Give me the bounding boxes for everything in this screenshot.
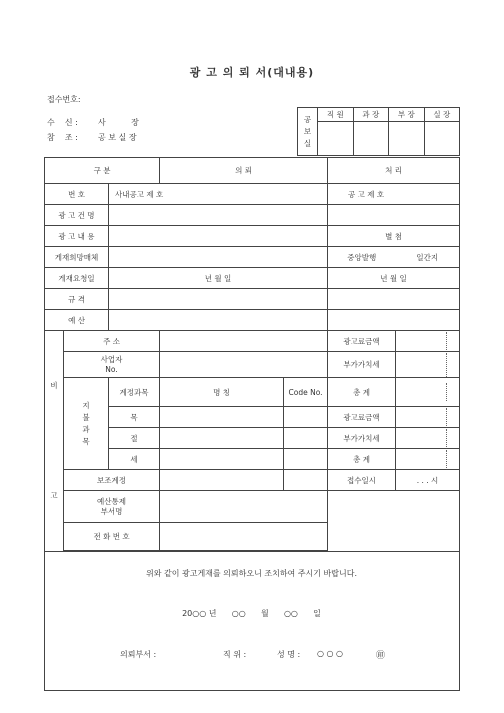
ad-subject-field[interactable] [109,205,328,226]
central-publication: 중앙발행 [328,247,396,268]
receipt-date-field[interactable]: . . . 시 [396,470,460,491]
aux-account-code-field[interactable] [284,470,328,491]
process-date-field[interactable]: 년 월 일 [328,268,460,289]
total-label: 총 계 [328,378,396,407]
mok-name-field[interactable] [160,407,284,428]
media-field[interactable] [109,247,328,268]
approval-sign-cell[interactable] [424,122,460,156]
code-label: Code No. [284,378,328,407]
mok-label: 목 [109,407,160,428]
ad-fee-field[interactable] [396,331,460,352]
budget-label: 예 산 [45,310,109,331]
ad-content-field[interactable] [109,226,328,247]
address-label: 주 소 [64,331,160,352]
budget-field[interactable] [109,310,328,331]
receipt-date-label: 접수일시 [328,470,396,491]
signature-name-value: ○ ○ ○ [317,649,344,658]
header-request: 의 뢰 [160,158,328,184]
receipt-blank-area[interactable] [328,491,460,552]
approval-role-dept-head: 부 장 [389,108,425,122]
remarks-label: 비 고 [45,331,64,552]
phone-field[interactable] [160,523,328,551]
ad-fee-label: 광고료금액 [328,331,396,352]
total-field[interactable] [396,378,460,407]
payment-category-label: 지 불 과 목 [64,378,109,470]
reference-value: 공 보 실 장 [98,133,137,142]
ad-content-label: 광 고 내 용 [45,226,109,247]
header-category: 구 분 [45,158,160,184]
approval-dept: 공 보 실 [298,108,318,156]
jeol-code-field[interactable] [284,428,328,449]
request-statement-area [45,552,460,691]
ad-subject-label: 광 고 건 명 [45,205,109,226]
page-title: 광 고 의 뢰 서(대내용) [189,66,315,79]
request-statement: 위와 같이 광고게재를 의뢰하오니 조치하여 주시기 바랍니다. [146,569,357,578]
spec-process-field[interactable] [328,289,460,310]
request-form-table [44,157,460,691]
recipient-value: 사 장 [98,118,139,127]
ad-subject-process-field[interactable] [328,205,460,226]
se-code-field[interactable] [284,449,328,470]
spec-field[interactable] [109,289,328,310]
approval-sign-cell[interactable] [389,122,425,156]
approval-role-office-head: 실 장 [424,108,460,122]
se-label: 세 [109,449,160,470]
phone-label: 전 화 번 호 [64,523,160,551]
request-date-field[interactable]: 년 월 일 [109,268,328,289]
account-label: 계정과목 [109,378,160,407]
approval-role-staff: 직 원 [318,108,354,122]
seal-mark: ㊞ [376,651,386,661]
jeol-label: 절 [109,428,160,449]
approval-role-section-chief: 과 장 [353,108,389,122]
vat-label-2: 부가가치세 [328,428,396,449]
approval-sign-cell[interactable] [353,122,389,156]
total-label-2: 총 계 [328,449,396,470]
aux-account-label: 보조계정 [64,470,160,491]
requesting-dept-label: 의뢰부서 : [120,650,157,659]
jeol-name-field[interactable] [160,428,284,449]
internal-notice-number[interactable]: 사내공고 제 호 [109,184,328,205]
aux-account-name-field[interactable] [160,470,284,491]
header-process: 처 리 [328,158,460,184]
budget-control-dept-label: 예산통제 부서명 [64,491,160,523]
request-date-label: 게재요청일 [45,268,109,289]
address-field[interactable] [160,331,328,352]
budget-control-dept-field[interactable] [160,491,328,523]
position-label: 직 위 : [223,650,247,659]
vat-field-2[interactable] [396,428,460,449]
approval-sign-cell[interactable] [318,122,354,156]
mok-code-field[interactable] [284,407,328,428]
daily-newspaper: 일간지 [396,247,460,268]
notice-number[interactable]: 공 고 제 호 [328,184,460,205]
ad-fee-label-2: 광고료금액 [328,407,396,428]
vat-field[interactable] [396,352,460,378]
receipt-number-label: 접수번호: [47,95,81,104]
name-label: 명 칭 [160,378,284,407]
budget-process-field[interactable] [328,310,460,331]
spec-label: 규 격 [45,289,109,310]
approval-box [297,107,460,156]
reference-label: 참 조 : [47,133,78,142]
media-label: 게재희망매체 [45,247,109,268]
business-number-label: 사업자 No. [64,352,160,378]
se-name-field[interactable] [160,449,284,470]
vat-label: 부가가치세 [328,352,396,378]
signature-name-label: 성 명 : [277,650,301,659]
ad-fee-field-2[interactable] [396,407,460,428]
business-number-field[interactable] [160,352,328,378]
total-field-2[interactable] [396,449,460,470]
separate-attachment: 별 첨 [328,226,460,247]
request-date: 20○○ 년 ○○ 월 ○○ 일 [182,609,321,618]
number-label: 번 호 [45,184,109,205]
recipient-label: 수 신 : [47,118,78,127]
